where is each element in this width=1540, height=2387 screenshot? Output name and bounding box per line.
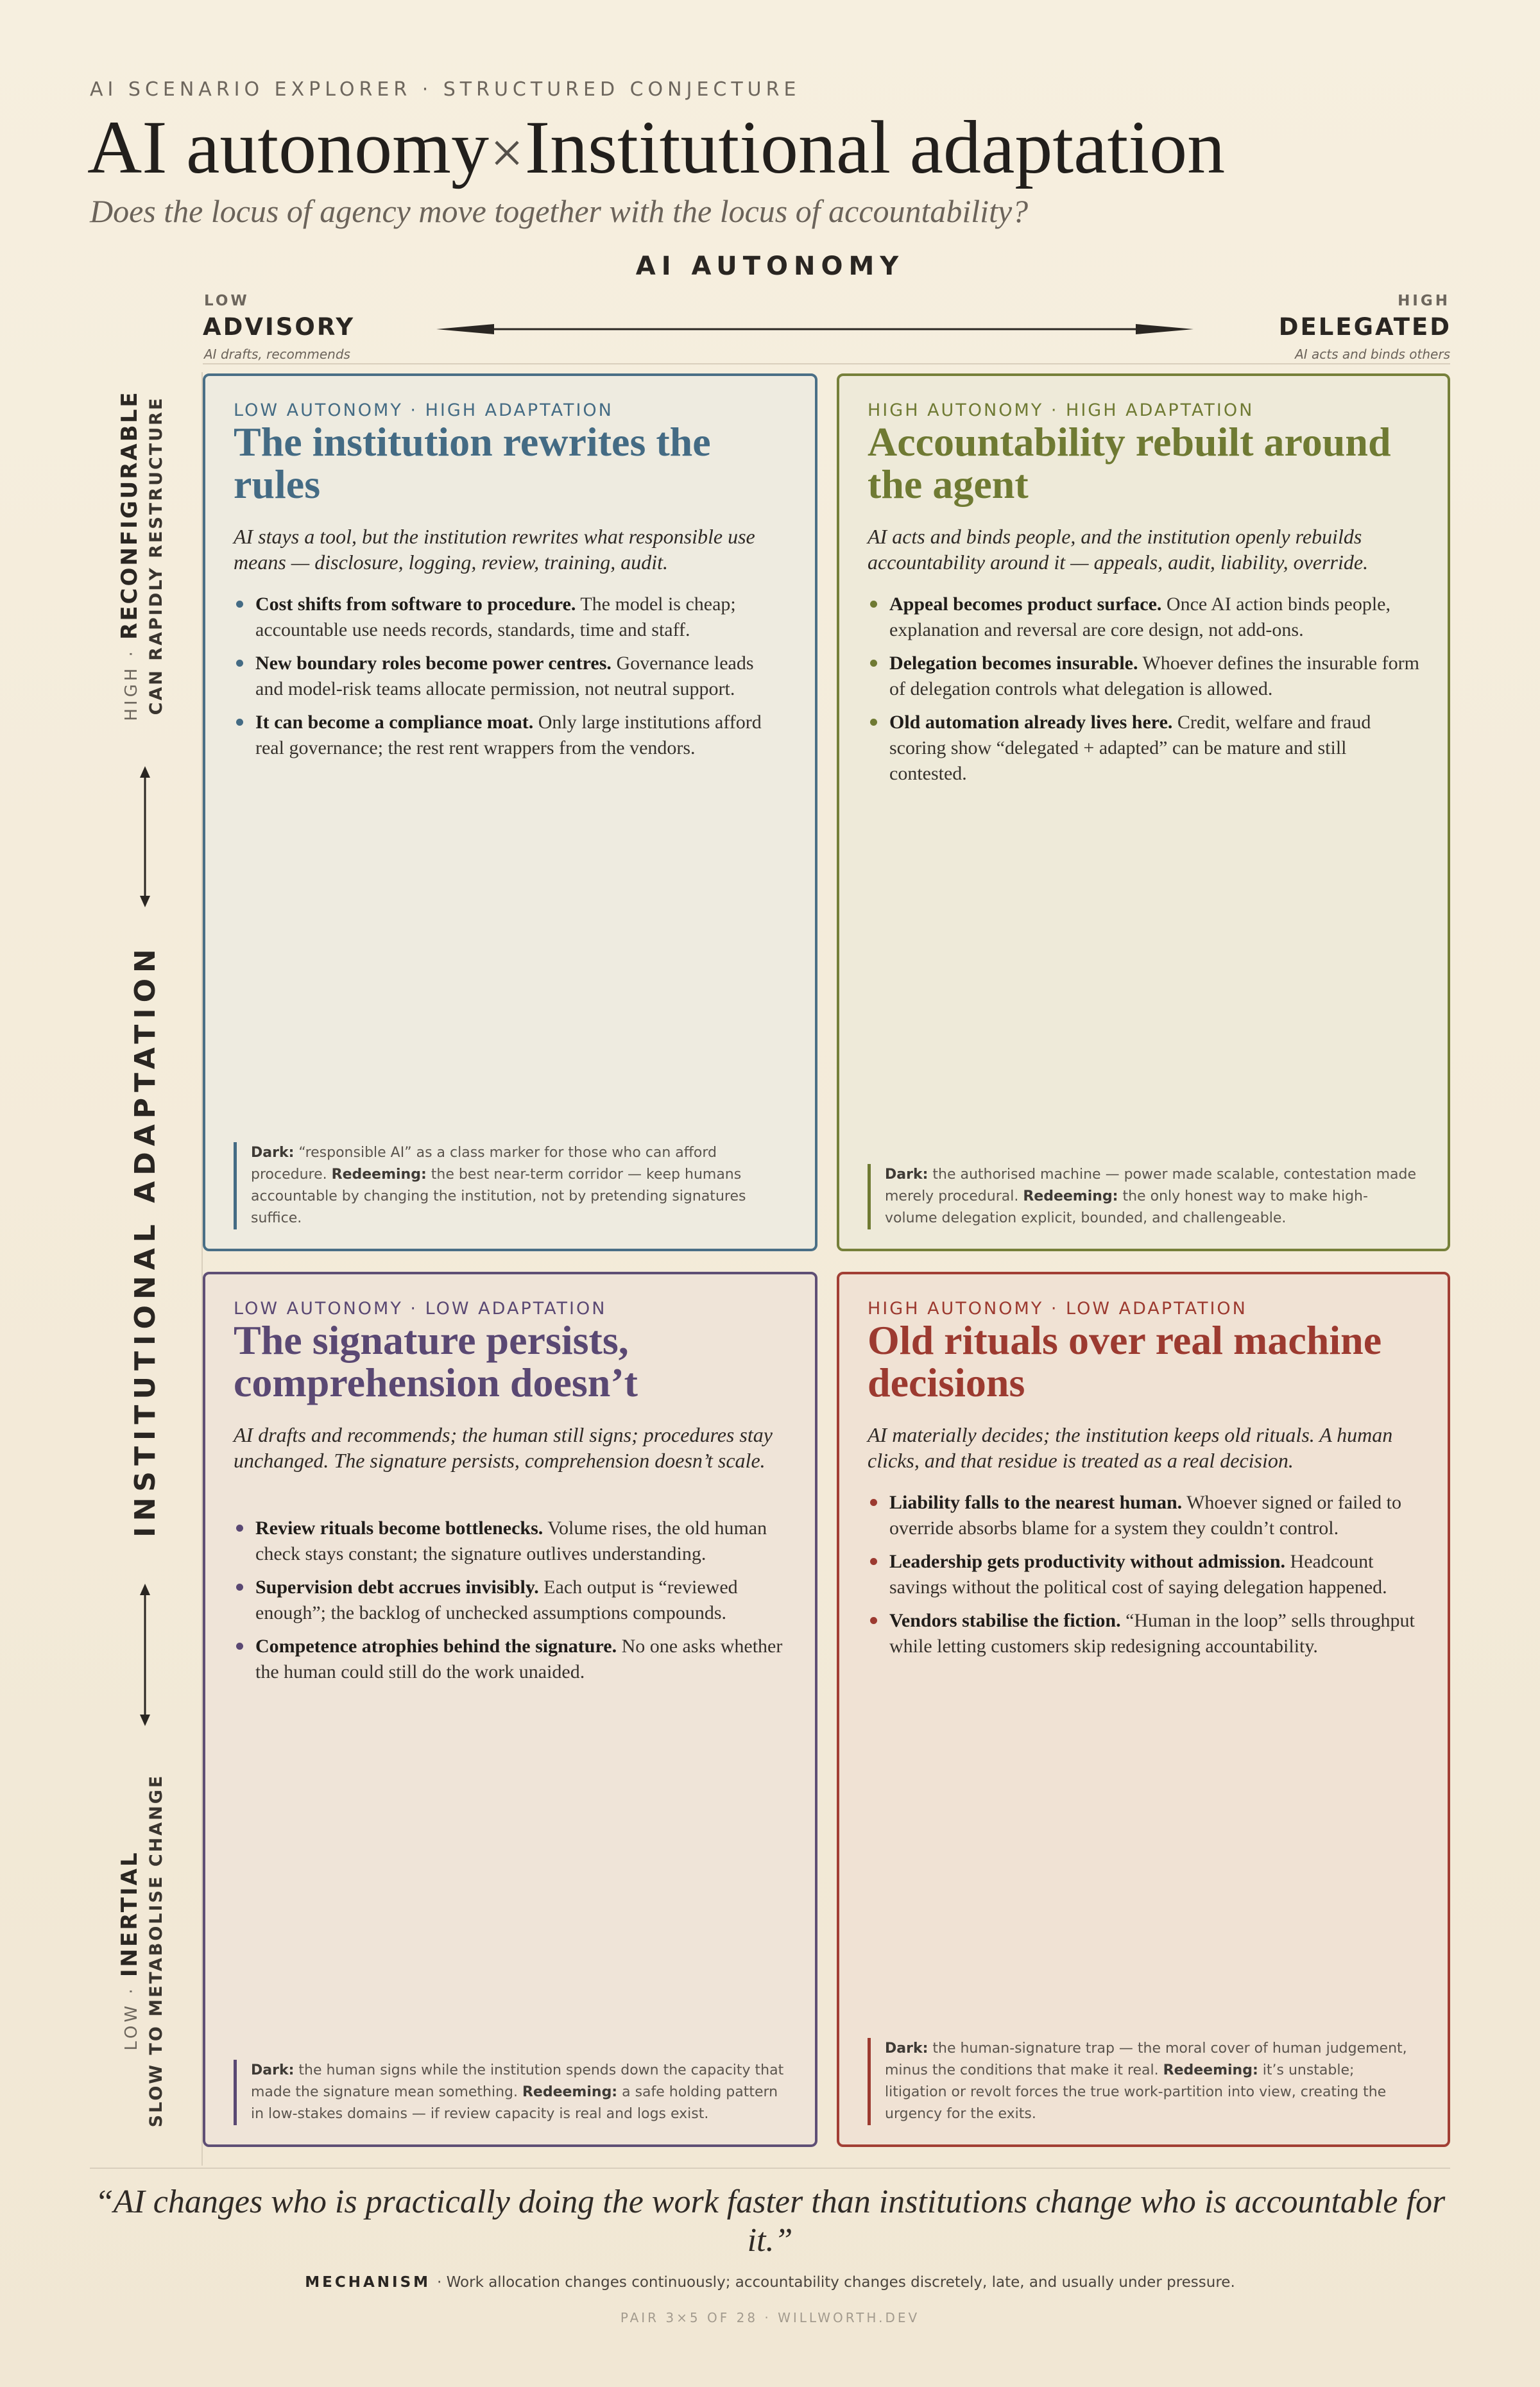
redeeming-text: it’s unstable; litigation or revolt forces the true work-partition into view, creating the urgency for the exits.	[885, 2062, 1387, 2122]
quadrant-bullets	[868, 1490, 1419, 1667]
quadrant-bullets	[868, 592, 1419, 794]
x-low-description: AI drafts, recommends	[204, 346, 350, 362]
y-high-main: RECONFIGURABLE	[117, 390, 142, 640]
bullet-text: Whoever defines the insurable form of delegation controls what delegation is allowed.	[889, 653, 1419, 699]
y-axis-title: INSTITUTIONAL ADAPTATION	[129, 943, 162, 1537]
y-low-main: INERTIAL	[117, 1851, 142, 1978]
bullet-text: Once AI action binds people, explanation and reversal are core design, not add-ons.	[889, 594, 1390, 640]
quadrant-high-autonomy-high-adaptation	[837, 373, 1450, 1251]
y-high-description: CAN RAPIDLY RESTRUCTURE	[146, 396, 166, 715]
bullet-text: Only large institutions afford real governance; the rest rent wrappers from the vendors.	[255, 712, 762, 758]
redeeming-label: Redeeming:	[331, 1167, 427, 1183]
bullet-heading: Competence atrophies behind the signature.	[255, 1636, 617, 1657]
list-item	[868, 592, 1419, 643]
quadrant-lede: AI stays a tool, but the institution rewrites what responsible use means — disclosure, logging, review, training, audit.	[234, 525, 755, 574]
dark-text: the human signs while the institution spends down the capacity that made the signature mean something.	[251, 2062, 784, 2100]
bullet-dot	[236, 601, 243, 608]
y-axis-arrow-lower	[136, 1584, 154, 1726]
bullet-heading: Cost shifts from software to procedure.	[255, 594, 576, 615]
bullet-dot	[870, 660, 877, 667]
quadrant-lede: AI materially decides; the institution keeps old rituals. A human clicks, and that residue is treated as a real decision.	[868, 1423, 1393, 1472]
bullet-dot	[870, 1617, 877, 1624]
bullet-text: No one asks whether the human could still do the work unaided.	[255, 1636, 783, 1682]
quadrant-lede: AI drafts and recommends; the human still signs; procedures stay unchanged. The signature persists, comprehension doesn’t scale.	[234, 1423, 773, 1472]
mechanism-text: · Work allocation changes continuously; accountability changes discretely, late, and usually under pressure.	[437, 2274, 1235, 2291]
quadrant-kicker: LOW AUTONOMY · LOW ADAPTATION	[234, 1299, 607, 1319]
bullet-heading: Leadership gets productivity without admission.	[889, 1551, 1286, 1572]
quadrant-kicker: LOW AUTONOMY · HIGH ADAPTATION	[234, 400, 613, 420]
bullet-text: Whoever signed or failed to override absorbs blame for a system they couldn’t control.	[889, 1492, 1401, 1539]
quadrant-bullets	[234, 1516, 785, 1693]
x-axis-arrow	[436, 318, 1194, 340]
list-item	[234, 592, 785, 643]
bullet-dot	[870, 601, 877, 608]
bullet-text: Governance leads and model-risk teams allocate permission, not neutral support.	[255, 653, 754, 699]
bullet-heading: Vendors stabilise the fiction.	[889, 1610, 1121, 1631]
title-times: ×	[490, 120, 524, 185]
list-item	[868, 710, 1419, 787]
y-low-label	[117, 1758, 168, 2143]
list-item	[868, 1549, 1419, 1600]
bullet-dot	[870, 719, 877, 726]
bullet-heading: Supervision debt accrues invisibly.	[255, 1577, 539, 1598]
quadrant-low-autonomy-low-adaptation	[203, 1272, 817, 2147]
x-axis-rule	[203, 363, 1450, 364]
page-subtitle: Does the locus of agency move together with the locus of accountability?	[90, 193, 1029, 229]
title-right: Institutional adaptation	[524, 105, 1226, 189]
redeeming-text: the best near-term corridor — keep humans accountable by changing the institution, not by pretending signatures suffice.	[251, 1167, 746, 1226]
quadrant-note	[234, 1142, 785, 1229]
bullet-heading: Appeal becomes product surface.	[889, 594, 1162, 615]
quadrant-high-autonomy-low-adaptation	[837, 1272, 1450, 2147]
x-low-tag: LOW	[204, 293, 250, 309]
bullet-text: “Human in the loop” sells throughput while letting customers skip redesigning accountability.	[889, 1610, 1415, 1657]
y-high-label	[117, 376, 168, 735]
bullet-dot	[236, 1584, 243, 1591]
x-high-label: DELEGATED	[1278, 313, 1451, 341]
bullet-text: Each output is “reviewed enough”; the backlog of unchecked assumptions compounds.	[255, 1577, 738, 1623]
list-item	[234, 651, 785, 702]
list-item	[234, 1516, 785, 1567]
bullet-dot	[870, 1558, 877, 1565]
x-high-tag: HIGH	[1398, 293, 1450, 309]
bullet-dot	[236, 719, 243, 726]
bullet-heading: Review rituals become bottlenecks.	[255, 1518, 543, 1539]
quadrant-title: The signature persists, comprehension doesn’t	[234, 1317, 638, 1405]
y-high-tag: HIGH ·	[122, 639, 141, 721]
page-title	[87, 103, 1225, 198]
redeeming-label: Redeeming:	[1023, 1188, 1118, 1204]
dark-text: the human-signature trap — the moral cover of human judgement, minus the conditions that make it real.	[885, 2041, 1407, 2078]
x-axis-title: AI AUTONOMY	[635, 252, 905, 281]
bullet-dot	[236, 1525, 243, 1532]
quadrant-bullets	[234, 592, 785, 769]
bullet-heading: It can become a compliance moat.	[255, 712, 534, 733]
eyebrow: AI SCENARIO EXPLORER · STRUCTURED CONJECTURE	[90, 78, 801, 101]
bullet-heading: New boundary roles become power centres.	[255, 653, 612, 674]
quadrant-title: Accountability rebuilt around the agent	[868, 419, 1391, 507]
quadrant-lede: AI acts and binds people, and the institution openly rebuilds accountability around it — appeals, audit, liability, override.	[868, 525, 1369, 574]
title-left: AI autonomy	[87, 105, 489, 189]
bullet-text: Headcount savings without the political cost of saying delegation happened.	[889, 1551, 1387, 1598]
bullet-text: Credit, welfare and fraud scoring show “delegated + adapted” can be mature and still contested.	[889, 712, 1371, 784]
redeeming-text: a safe holding pattern in low-stakes domains — if review capacity is real and logs exist.	[251, 2084, 778, 2122]
quadrant-note	[868, 2038, 1419, 2125]
redeeming-label: Redeeming:	[522, 2084, 618, 2100]
credit-line: PAIR 3×5 OF 28 · WILLWORTH.DEV	[620, 2310, 920, 2325]
bullet-heading: Liability falls to the nearest human.	[889, 1492, 1183, 1513]
bullet-dot	[236, 660, 243, 667]
list-item	[234, 710, 785, 761]
mechanism-label: MECHANISM	[305, 2274, 431, 2291]
x-low-label: ADVISORY	[203, 313, 355, 341]
footer-divider	[90, 2168, 1450, 2169]
pull-quote: “AI changes who is practically doing the work faster than institutions change who is accountable for it.”	[94, 2184, 1446, 2259]
dark-text: the authorised machine — power made scalable, contestation made merely procedural.	[885, 1167, 1416, 1204]
dark-label: Dark:	[251, 1145, 295, 1161]
mechanism-line	[0, 2274, 1540, 2291]
dark-text: “responsible AI” as a class marker for those who can afford procedure.	[251, 1145, 717, 1183]
redeeming-label: Redeeming:	[1163, 2062, 1258, 2078]
dark-label: Dark:	[251, 2062, 295, 2078]
quadrant-title: Old rituals over real machine decisions	[868, 1317, 1382, 1405]
redeeming-text: the only honest way to make high-volume delegation explicit, bounded, and challengeable.	[885, 1188, 1368, 1226]
quadrant-kicker: HIGH AUTONOMY · HIGH ADAPTATION	[868, 400, 1254, 420]
list-item	[868, 1608, 1419, 1659]
quadrant-kicker: HIGH AUTONOMY · LOW ADAPTATION	[868, 1299, 1247, 1319]
bullet-heading: Old automation already lives here.	[889, 712, 1173, 733]
bullet-text: The model is cheap; accountable use needs records, standards, time and staff.	[255, 594, 736, 640]
list-item	[234, 1634, 785, 1685]
list-item	[868, 651, 1419, 702]
y-low-tag: LOW ·	[122, 1977, 141, 2051]
bullet-dot	[870, 1499, 877, 1506]
dark-label: Dark:	[885, 1167, 928, 1183]
quadrant-low-autonomy-high-adaptation	[203, 373, 817, 1251]
bullet-text: Volume rises, the old human check stays constant; the signature outlives understanding.	[255, 1518, 767, 1564]
y-axis-arrow-upper	[136, 766, 154, 907]
y-low-description: SLOW TO METABOLISE CHANGE	[146, 1774, 166, 2128]
x-high-description: AI acts and binds others	[1295, 346, 1450, 362]
dark-label: Dark:	[885, 2041, 928, 2057]
bullet-heading: Delegation becomes insurable.	[889, 653, 1138, 674]
quadrant-note	[868, 1164, 1419, 1229]
bullet-dot	[236, 1643, 243, 1650]
list-item	[234, 1575, 785, 1626]
list-item	[868, 1490, 1419, 1541]
quadrant-note	[234, 2060, 785, 2125]
quadrant-title: The institution rewrites the rules	[234, 419, 711, 507]
